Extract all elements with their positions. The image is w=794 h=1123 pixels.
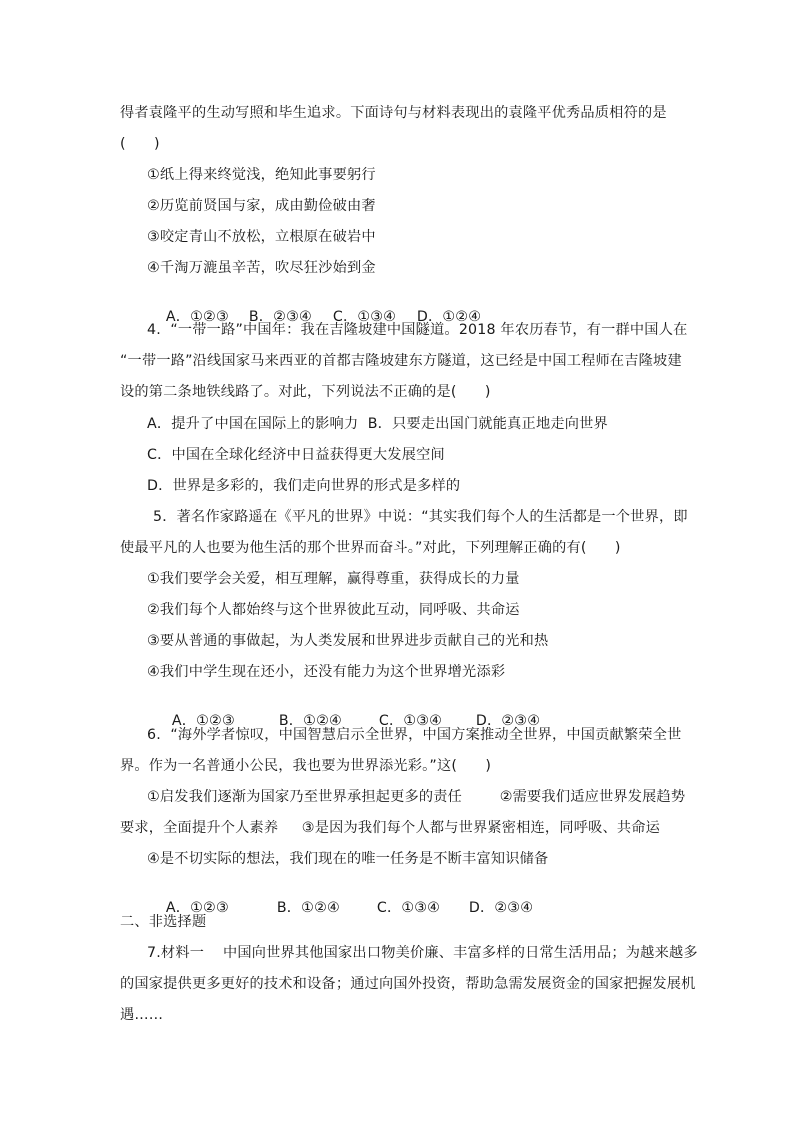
q3-item-1: ①纸上得来终觉浅，绝知此事要躬行	[147, 167, 376, 183]
q6-option-c: C．①③④	[376, 900, 441, 916]
q6-item-line-1: ①启发我们逐渐为国家乃至世界承担起更多的责任 ②需要我们适应世界发展趋势	[147, 789, 686, 805]
q6-option-d: D．②③④	[468, 900, 534, 916]
q3-option-c: C．①③④	[332, 309, 397, 325]
q5-item-4: ④我们中学生现在还小，还没有能力为这个世界增光添彩	[147, 664, 506, 680]
q4-stem-line-2: “一带一路”沿线国家马来西亚的首都吉隆坡建东方隧道，这已经是中国工程师在吉隆坡建	[120, 353, 682, 369]
q3-answer-blank: ( )	[120, 136, 160, 152]
q5-option-b: B．①②④	[278, 713, 342, 729]
section-heading-non-choice: 二、非选择题	[120, 914, 207, 930]
q6-stem-line-1: 6. “海外学者惊叹，中国智慧启示全世界，中国方案推动全世界，中国贡献繁荣全世	[147, 727, 682, 743]
q5-option-a: A．①②③	[171, 713, 235, 729]
q7-material-line-2: 的国家提供更多更好的技术和设备；通过向国外投资，帮助急需发展资金的国家把握发展机	[120, 976, 696, 992]
q3-option-a: A．①②③	[165, 309, 229, 325]
q6-item-line-2: 要求，全面提升个人素养 ③是因为我们每个人都与世界紧密相连，同呼吸、共命运	[120, 820, 661, 836]
q5-item-2: ②我们每个人都始终与这个世界彼此互动，同呼吸、共命运	[147, 602, 520, 618]
q3-option-b: B．②③④	[248, 309, 312, 325]
q6-item-line-3: ④是不切实际的想法，我们现在的唯一任务是不断丰富知识储备	[147, 851, 549, 867]
q5-option-c: C．①③④	[378, 713, 443, 729]
q7-material-line-3: 遇……	[120, 1007, 164, 1023]
q3-option-d: D．①②④	[416, 309, 482, 325]
q4-option-d: D．世界是多彩的，我们走向世界的形式是多样的	[147, 478, 461, 494]
q6-stem-line-2: 界。作为一名普通小公民，我也要为世界添光彩。”这( )	[120, 758, 492, 774]
q3-item-4: ④千淘万漉虽辛苦，吹尽狂沙始到金	[147, 260, 376, 276]
q4-stem-line-3: 设的第二条地铁线路了。对此，下列说法不正确的是( )	[120, 384, 491, 400]
q5-item-3: ③要从普通的事做起，为人类发展和世界进步贡献自己的光和热	[147, 633, 549, 649]
q3-item-2: ②历览前贤国与家，成由勤俭破由奢	[147, 198, 376, 214]
q7-material-line-1: 7.材料一 中国向世界其他国家出口物美价廉、丰富多样的日常生活用品；为越来越多	[147, 945, 698, 961]
q5-option-d: D．②③④	[475, 713, 541, 729]
q6-option-a: A．①②③	[165, 900, 229, 916]
q5-stem-line-2: 使最平凡的人也要为他生活的那个世界而奋斗。”对此，下列理解正确的有( )	[120, 540, 621, 556]
q3-item-3: ③咬定青山不放松，立根原在破岩中	[147, 229, 376, 245]
q3-stem-tail: 得者袁隆平的生动写照和毕生追求。下面诗句与材料表现出的袁隆平优秀品质相符的是	[120, 105, 667, 121]
q4-option-ab: A．提升了中国在国际上的影响力 B．只要走出国门就能真正地走向世界	[147, 416, 608, 432]
q4-option-c: C．中国在全球化经济中日益获得更大发展空间	[147, 447, 445, 463]
q5-stem-line-1: 5．著名作家路遥在《平凡的世界》中说：“其实我们每个人的生活都是一个世界，即	[153, 509, 688, 525]
q4-stem-line-1: 4. “一带一路”中国年：我在吉隆坡建中国隧道。2018 年农历春节，有一群中国人在	[147, 322, 688, 338]
q6-option-b: B．①②④	[276, 900, 340, 916]
q5-item-1: ①我们要学会关爱，相互理解，赢得尊重，获得成长的力量	[147, 571, 520, 587]
